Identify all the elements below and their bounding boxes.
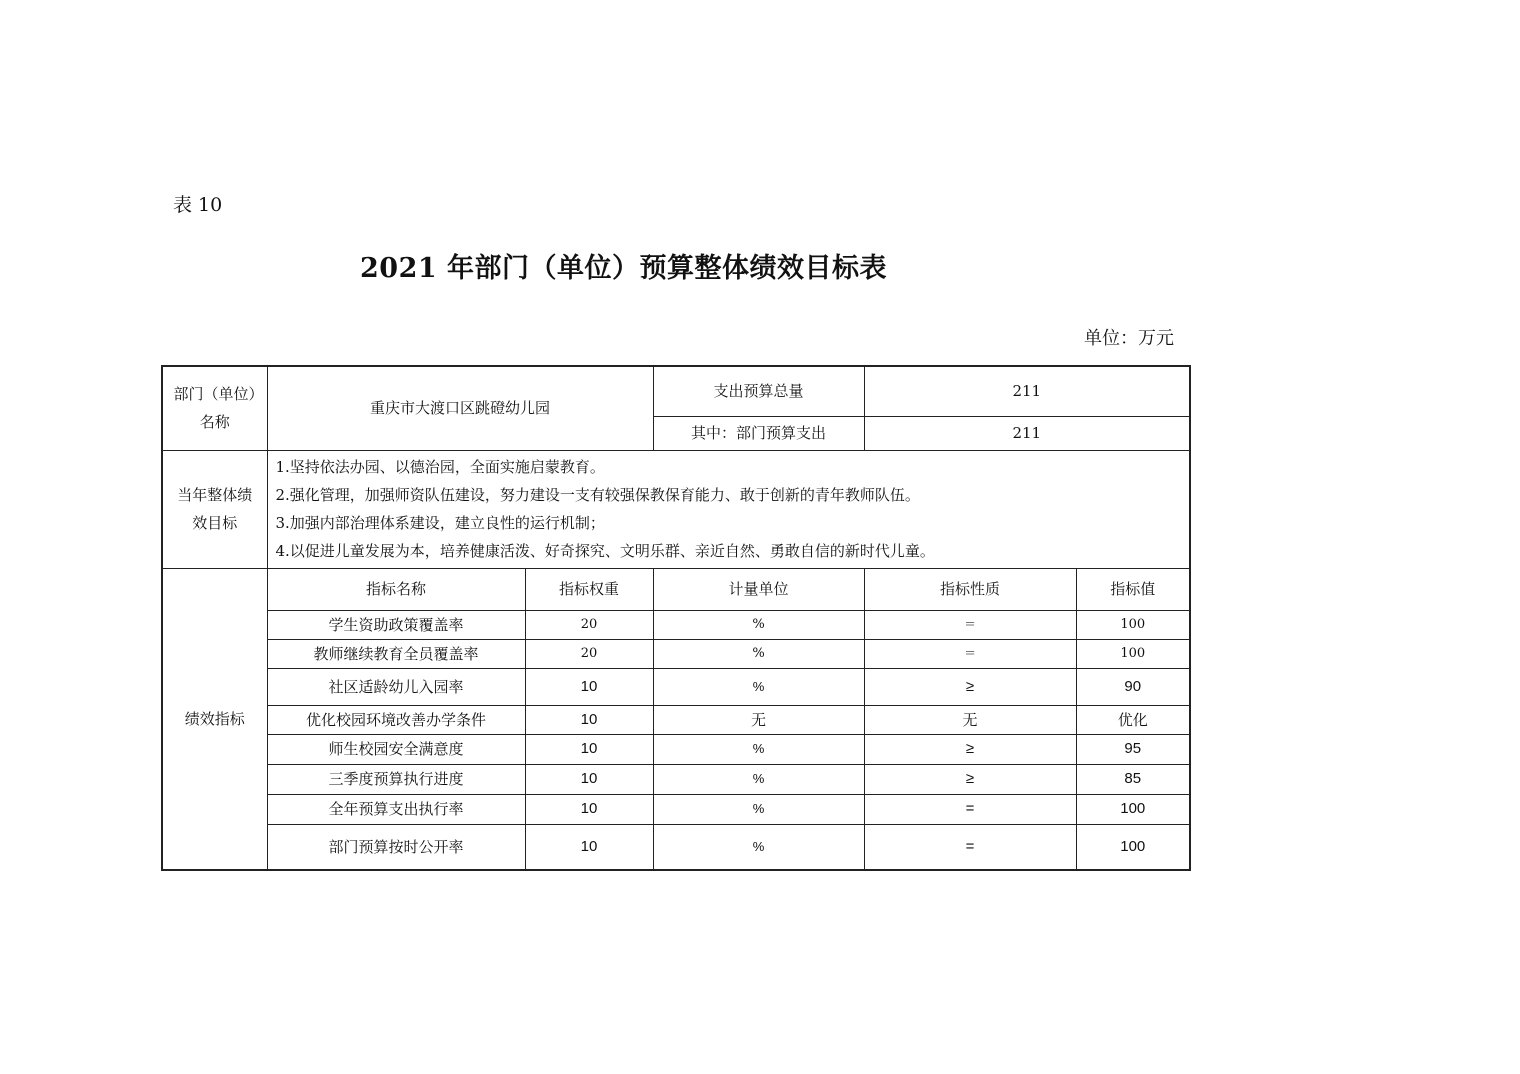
annual-goal-label: 当年整体绩效目标: [177, 486, 253, 532]
indicator-name: 教师继续教育全员覆盖率: [267, 639, 525, 668]
table-number-label: 表 10: [173, 194, 223, 216]
indicator-name: 优化校园环境改善办学条件: [267, 705, 525, 734]
table-row: [162, 705, 1190, 734]
indicator-nature: =: [864, 794, 1076, 824]
indicator-unit: %: [653, 639, 864, 668]
indicator-name: 社区适龄幼儿入园率: [267, 668, 525, 705]
total-budget-value: 211: [864, 366, 1190, 416]
annual-goal-label-cell: [162, 450, 267, 568]
indicator-nature: =: [864, 824, 1076, 870]
indicator-weight: 10: [525, 705, 653, 734]
indicator-nature: =: [864, 639, 1076, 668]
goal-line: 1.坚持依法办园、以德治园，全面实施启蒙教育。: [275, 458, 605, 476]
indicator-weight: 10: [525, 794, 653, 824]
table-row: [162, 794, 1190, 824]
indicator-weight: 10: [525, 668, 653, 705]
indicator-value: 100: [1076, 824, 1190, 870]
indicator-value: 100: [1076, 610, 1190, 639]
header-indicator-weight: 指标权重: [525, 568, 653, 610]
indicator-weight: 10: [525, 764, 653, 794]
table-row: [162, 734, 1190, 764]
goal-line: 2.强化管理，加强师资队伍建设，努力建设一支有较强保教保育能力、敢于创新的青年教师队伍。: [275, 486, 920, 504]
indicator-value: 优化: [1076, 705, 1190, 734]
header-nature: 指标性质: [864, 568, 1076, 610]
dept-budget-label: 其中：部门预算支出: [653, 416, 864, 450]
indicator-unit: %: [653, 668, 864, 705]
indicator-name: 三季度预算执行进度: [267, 764, 525, 794]
indicator-value: 85: [1076, 764, 1190, 794]
unit-label: 单位：万元: [1084, 328, 1174, 349]
indicator-name: 全年预算支出执行率: [267, 794, 525, 824]
total-budget-label: 支出预算总量: [653, 366, 864, 416]
performance-target-table: [161, 365, 1191, 871]
indicator-unit: %: [653, 734, 864, 764]
indicator-value: 95: [1076, 734, 1190, 764]
annual-goal-text: [267, 450, 1190, 568]
goal-line: 3.加强内部治理体系建设，建立良性的运行机制；: [275, 514, 605, 532]
header-unit: 计量单位: [653, 568, 864, 610]
dept-name-cell: 重庆市大渡口区跳磴幼儿园: [267, 366, 653, 450]
indicator-unit: %: [653, 824, 864, 870]
indicator-value: 100: [1076, 639, 1190, 668]
indicator-weight: 10: [525, 824, 653, 870]
document-title: 2021 年部门（单位）预算整体绩效目标表: [360, 253, 888, 284]
indicator-value: 90: [1076, 668, 1190, 705]
indicator-nature: 无: [864, 705, 1076, 734]
indicator-unit: %: [653, 764, 864, 794]
indicator-weight: 20: [525, 639, 653, 668]
indicator-nature: ≥: [864, 734, 1076, 764]
indicator-nature: ≥: [864, 764, 1076, 794]
table-row: [162, 764, 1190, 794]
table-row: [162, 824, 1190, 870]
table-row: [162, 639, 1190, 668]
goal-line: 4.以促进儿童发展为本，培养健康活泼、好奇探究、文明乐群、亲近自然、勇敢自信的新时代儿童。: [275, 542, 935, 560]
indicator-name: 师生校园安全满意度: [267, 734, 525, 764]
indicator-weight: 10: [525, 734, 653, 764]
header-indicator-name: 指标名称: [267, 568, 525, 610]
indicator-name: 部门预算按时公开率: [267, 824, 525, 870]
indicator-name: 学生资助政策覆盖率: [267, 610, 525, 639]
dept-name-label-cell: [162, 366, 267, 450]
table-row: [162, 668, 1190, 705]
indicator-unit: %: [653, 610, 864, 639]
header-value: 指标值: [1076, 568, 1190, 610]
indicator-nature: ≥: [864, 668, 1076, 705]
dept-name-label: 部门（单位）名称: [173, 385, 256, 432]
dept-budget-value: 211: [864, 416, 1190, 450]
indicator-unit: 无: [653, 705, 864, 734]
indicators-label: 绩效指标: [162, 568, 267, 870]
indicator-weight: 20: [525, 610, 653, 639]
indicator-value: 100: [1076, 794, 1190, 824]
indicator-unit: %: [653, 794, 864, 824]
indicator-nature: =: [864, 610, 1076, 639]
table-row: [162, 610, 1190, 639]
